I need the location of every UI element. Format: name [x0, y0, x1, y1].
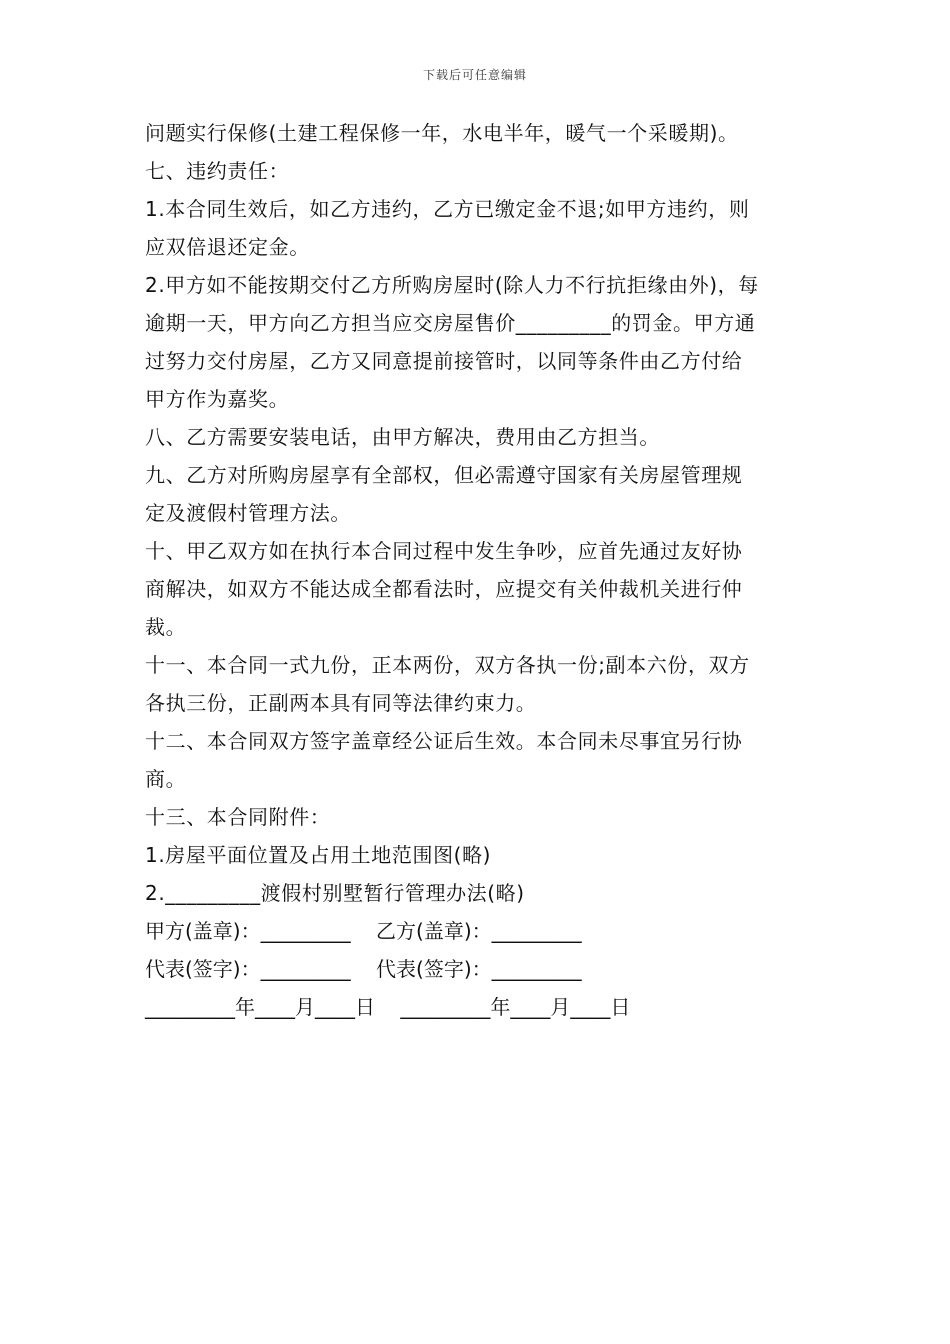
signature-line-representative: 代表(签字)：_________ 代表(签字)：_________ — [145, 957, 582, 981]
attachment-item: 1.房屋平面位置及占用土地范围图(略) — [145, 843, 492, 867]
paragraph-line: 过努力交付房屋，乙方又同意提前接管时，以同等条件由乙方付给 — [145, 349, 743, 373]
paragraph-line: 1.本合同生效后，如乙方违约，乙方已缴定金不退;如甲方违约，则 — [145, 197, 750, 221]
section-heading: 十、甲乙双方如在执行本合同过程中发生争吵，应首先通过友好协 — [145, 539, 743, 563]
paragraph-line: 各执三份，正副两本具有同等法律约束力。 — [145, 691, 537, 715]
section-heading: 十三、本合同附件： — [145, 805, 331, 829]
section-heading: 十二、本合同双方签字盖章经公证后生效。本合同未尽事宜另行协 — [145, 729, 743, 753]
paragraph-line: 定及渡假村管理方法。 — [145, 501, 351, 525]
paragraph-line: 商解决，如双方不能达成全都看法时，应提交有关仲裁机关进行仲 — [145, 577, 743, 601]
paragraph-line: 问题实行保修(土建工程保修一年，水电半年，暖气一个采暖期)。 — [145, 121, 739, 145]
paragraph-line: 甲方作为嘉奖。 — [145, 387, 290, 411]
section-heading: 十一、本合同一式九份，正本两份，双方各执一份;副本六份，双方 — [145, 653, 750, 677]
signature-line-date: _________年____月____日 _________年____月____日 — [145, 995, 631, 1019]
paragraph-line: 应双倍退还定金。 — [145, 235, 310, 259]
contract-body — [145, 114, 810, 1026]
paragraph-line: 逾期一天，甲方向乙方担当应交房屋售价_________的罚金。甲方通 — [145, 311, 756, 335]
section-heading: 八、乙方需要安装电话，由甲方解决，费用由乙方担当。 — [145, 425, 660, 449]
page-header-note: 下载后可任意编辑 — [422, 68, 527, 82]
section-heading: 九、乙方对所购房屋享有全部权，但必需遵守国家有关房屋管理规 — [145, 463, 743, 487]
paragraph-line: 裁。 — [145, 615, 187, 639]
paragraph-line: 2.甲方如不能按期交付乙方所购房屋时(除人力不行抗拒缘由外)，每 — [145, 273, 759, 297]
signature-line-seal: 甲方(盖章)：_________ 乙方(盖章)：_________ — [145, 919, 582, 943]
paragraph-line: 商。 — [145, 767, 187, 791]
section-heading: 七、违约责任： — [145, 159, 290, 183]
attachment-item: 2._________渡假村别墅暂行管理办法(略) — [145, 881, 525, 905]
